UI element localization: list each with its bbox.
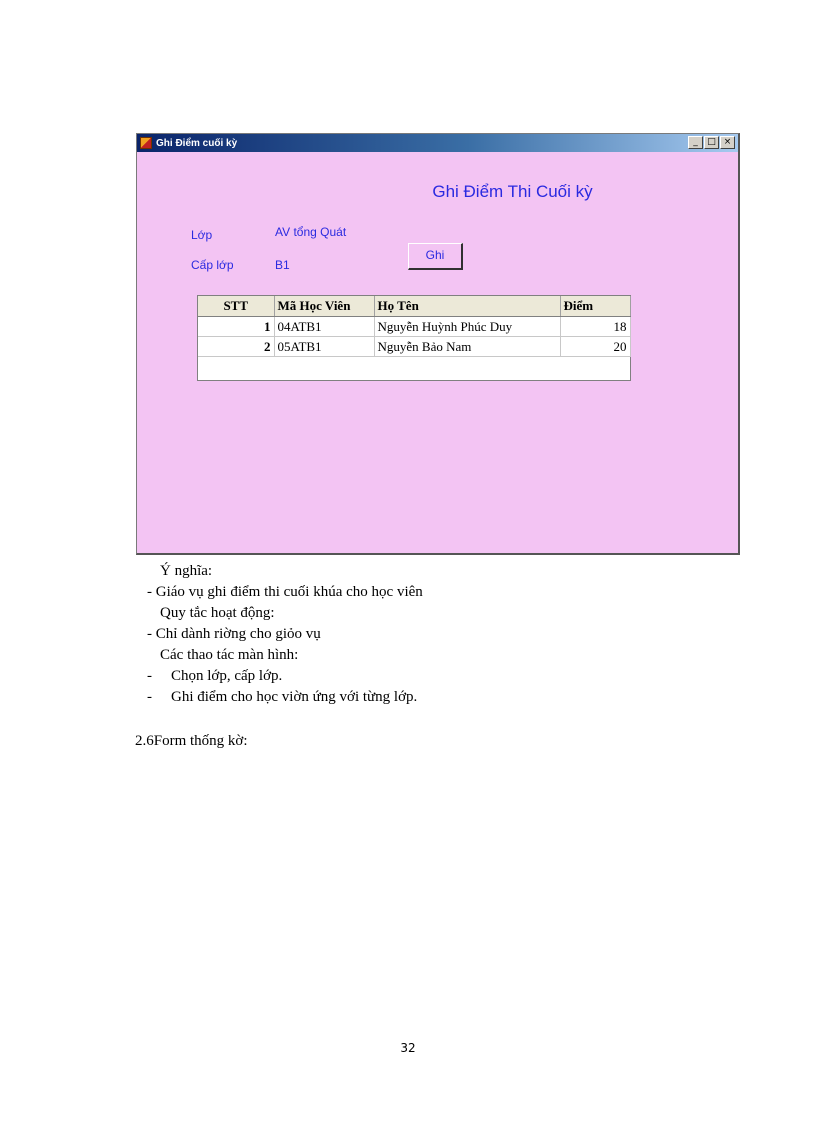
- form-heading: Ghi Điểm Thi Cuối kỳ: [432, 182, 593, 201]
- app-icon: [140, 137, 152, 149]
- window-controls: [688, 136, 735, 149]
- doc-body-list: [147, 582, 423, 708]
- cell-stt[interactable]: 1: [198, 317, 274, 337]
- table-row[interactable]: [198, 317, 630, 337]
- section-heading: 2.6Form thống kờ:: [135, 733, 248, 749]
- list-item-text: Ghi điểm cho học viờn ứng với từng lớp.: [171, 689, 418, 705]
- cell-student-id[interactable]: 05ATB1: [274, 337, 374, 357]
- cell-stt[interactable]: 2: [198, 337, 274, 357]
- bullet: -: [147, 689, 152, 705]
- cell-score[interactable]: 20: [560, 337, 630, 357]
- table-row[interactable]: [198, 337, 630, 357]
- grid-header-row: [198, 296, 630, 317]
- ops-title: Các thao tác màn hình:: [160, 647, 299, 663]
- meaning-title: Ý nghĩa:: [160, 563, 213, 579]
- list-item-text: Chọn lớp, cấp lớp.: [171, 668, 283, 684]
- column-header[interactable]: Họ Tên: [374, 296, 560, 317]
- list-item: [147, 666, 423, 687]
- save-button[interactable]: Ghi: [408, 243, 463, 270]
- column-header[interactable]: STT: [198, 296, 274, 317]
- minimize-icon[interactable]: _: [688, 136, 703, 149]
- cell-score[interactable]: 18: [560, 317, 630, 337]
- class-value[interactable]: AV tổng Quát: [275, 225, 347, 239]
- column-header[interactable]: Điểm: [560, 296, 630, 317]
- screenshot-window: [136, 133, 740, 555]
- doc-body: [160, 561, 212, 582]
- maximize-icon[interactable]: □: [704, 136, 719, 149]
- page-number: 32: [400, 1041, 416, 1055]
- cell-name[interactable]: Nguyễn Huỳnh Phúc Duy: [374, 317, 560, 337]
- close-icon[interactable]: ×: [720, 136, 735, 149]
- score-grid[interactable]: [197, 295, 631, 381]
- rules-line: - Chỉ dành riờng cho giỏo vụ: [147, 626, 321, 642]
- rules-title: Quy tắc hoạt động:: [160, 605, 275, 621]
- list-item: [147, 687, 423, 708]
- bullet: -: [147, 668, 152, 684]
- level-label: Cấp lớp: [191, 258, 234, 272]
- meaning-line: - Giáo vụ ghi điểm thi cuối khúa cho học viên: [147, 584, 423, 600]
- window-title: Ghi Điểm cuối kỳ: [156, 137, 238, 149]
- column-header[interactable]: Mã Học Viên: [274, 296, 374, 317]
- cell-student-id[interactable]: 04ATB1: [274, 317, 374, 337]
- title-bar: [137, 134, 738, 152]
- level-value[interactable]: B1: [275, 258, 290, 272]
- cell-name[interactable]: Nguyễn Bảo Nam: [374, 337, 560, 357]
- class-label: Lớp: [191, 228, 213, 242]
